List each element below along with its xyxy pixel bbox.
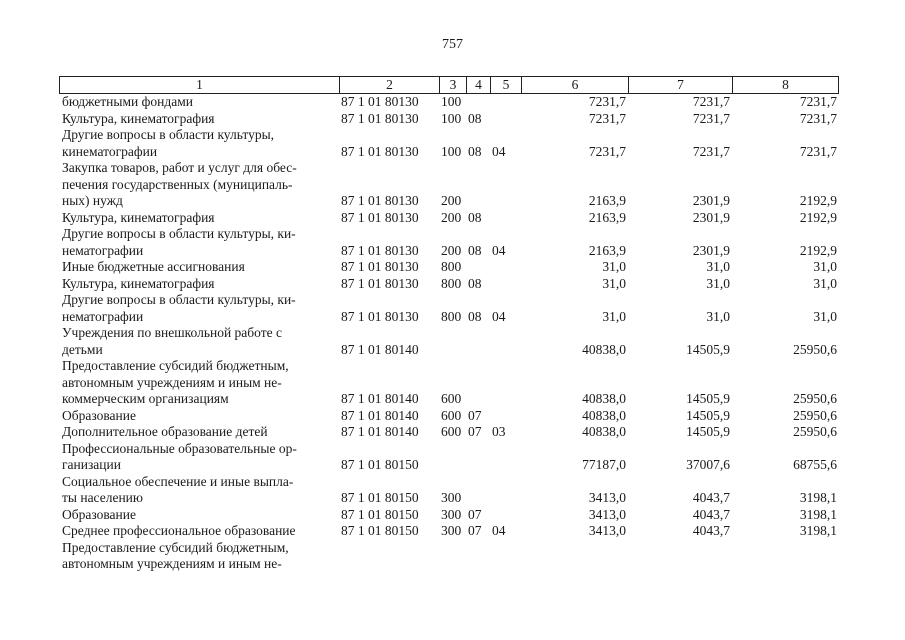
row-col-4: 08 (468, 143, 482, 159)
row-value-6: 2163,9 (588, 242, 626, 258)
row-name (59, 523, 339, 540)
row-col-5 (490, 111, 521, 128)
row-value-7: 4043,7 (692, 523, 730, 538)
row-col-4 (466, 540, 490, 573)
row-value-7: 7231,7 (692, 110, 730, 126)
row-value-7: 37007,6 (686, 457, 730, 472)
row-name-line: Предоставление субсидий бюджетным, (62, 358, 289, 373)
row-value-8: 2192,9 (799, 209, 837, 225)
row-name-line: Культура, кинематография (62, 275, 215, 291)
row-name (59, 441, 339, 474)
header-col-1: 1 (59, 76, 339, 94)
header-col-5: 5 (490, 76, 521, 94)
row-name-line: Образование (62, 506, 136, 522)
row-col-5 (490, 259, 521, 276)
row-name-line: ных) нужд (62, 193, 123, 208)
row-value-8: 31,0 (813, 275, 837, 291)
row-col-5 (490, 325, 521, 358)
row-value-6: 77187,0 (582, 457, 626, 472)
row-name-line: Профессиональные образовательные ор- (62, 440, 297, 456)
row-code: 87 1 01 80150 (341, 490, 419, 505)
row-value-7: 31,0 (706, 259, 730, 274)
row-value-7: 31,0 (706, 275, 730, 291)
row-name-line: Другие вопросы в области культуры, (62, 127, 275, 142)
row-name (59, 259, 339, 276)
row-value-7: 14505,9 (686, 407, 730, 423)
row-code (339, 540, 439, 573)
row-name (59, 507, 339, 524)
row-value-6: 3413,0 (588, 523, 626, 538)
row-code: 87 1 01 80140 (341, 407, 419, 423)
row-col-4 (466, 94, 490, 111)
row-name-line: Учреждения по внешкольной работе с (62, 325, 283, 340)
row-value-8: 3198,1 (799, 490, 837, 505)
row-name-line: бюджетными фондами (62, 94, 193, 109)
row-col-3: 800 (441, 259, 462, 274)
row-col-5 (490, 474, 521, 507)
row-value-6: 7231,7 (588, 110, 626, 126)
row-value-6: 7231,7 (588, 94, 626, 109)
row-name-line: автономным учреждениям и иным не- (62, 556, 282, 571)
row-value-6: 40838,0 (582, 391, 626, 406)
row-col-3: 300 (441, 506, 462, 522)
page-number: 757 (442, 37, 463, 52)
row-col-5: 04 (492, 308, 506, 324)
row-col-5: 04 (492, 242, 506, 258)
row-col-4: 07 (468, 523, 482, 538)
header-col-7: 7 (628, 76, 732, 94)
row-code: 87 1 01 80140 (341, 424, 419, 439)
row-code: 87 1 01 80130 (341, 193, 419, 208)
row-code: 87 1 01 80130 (341, 308, 419, 324)
row-value-7 (628, 540, 732, 573)
row-col-4 (466, 441, 490, 474)
row-name-line: ганизации (62, 457, 121, 472)
row-name-line: автономным учреждениям и иным не- (62, 374, 282, 390)
row-col-3: 300 (441, 490, 462, 505)
row-name-line: нематографии (62, 242, 144, 258)
row-col-3: 100 (441, 110, 462, 126)
row-col-4: 07 (468, 424, 482, 439)
row-value-8 (732, 540, 839, 573)
row-value-6: 7231,7 (588, 143, 626, 159)
row-value-6: 40838,0 (582, 424, 626, 439)
row-value-8: 7231,7 (799, 143, 837, 159)
row-value-8: 25950,6 (793, 341, 837, 357)
row-col-5: 04 (492, 143, 506, 159)
row-col-5 (490, 160, 521, 210)
row-name (59, 111, 339, 128)
row-name-line: нематографии (62, 308, 144, 324)
row-name-line: кинематографии (62, 143, 158, 159)
row-code: 87 1 01 80150 (341, 523, 419, 538)
row-value-8: 2192,9 (799, 242, 837, 258)
row-value-6: 31,0 (602, 259, 626, 274)
row-col-4 (466, 160, 490, 210)
row-code: 87 1 01 80130 (341, 275, 419, 291)
row-col-3: 200 (441, 242, 462, 258)
row-value-6: 3413,0 (588, 490, 626, 505)
row-name (59, 408, 339, 425)
row-name-line: Дополнительное образование детей (62, 424, 268, 439)
row-value-8: 3198,1 (799, 523, 837, 538)
row-code: 87 1 01 80130 (341, 94, 419, 109)
row-name (59, 474, 339, 507)
row-value-7: 2301,9 (692, 193, 730, 208)
row-col-5 (490, 94, 521, 111)
row-col-5 (490, 210, 521, 227)
row-col-5: 03 (492, 424, 506, 439)
row-name (59, 276, 339, 293)
row-value-7: 2301,9 (692, 209, 730, 225)
row-col-3: 300 (441, 523, 462, 538)
row-col-4: 08 (468, 209, 482, 225)
row-code: 87 1 01 80130 (341, 143, 419, 159)
row-name (59, 358, 339, 408)
row-name-line: детьми (62, 341, 103, 357)
row-name (59, 540, 339, 573)
row-value-6: 31,0 (602, 308, 626, 324)
row-col-4: 07 (468, 506, 482, 522)
row-col-5 (490, 408, 521, 425)
row-value-8: 25950,6 (793, 424, 837, 439)
row-value-7: 7231,7 (692, 94, 730, 109)
row-value-8: 31,0 (813, 308, 837, 324)
row-code: 87 1 01 80130 (341, 259, 419, 274)
row-name (59, 94, 339, 111)
header-col-3: 3 (439, 76, 466, 94)
row-name-line: Среднее профессиональное образование (62, 523, 296, 538)
row-name-line: Другие вопросы в области культуры, ки- (62, 292, 296, 307)
row-value-7: 14505,9 (686, 424, 730, 439)
row-value-8: 68755,6 (793, 457, 837, 472)
row-value-6: 40838,0 (582, 341, 626, 357)
row-value-8: 25950,6 (793, 407, 837, 423)
row-code: 87 1 01 80140 (341, 391, 419, 406)
row-name-line: Закупка товаров, работ и услуг для обес- (62, 160, 297, 175)
row-name-line: Иные бюджетные ассигнования (62, 259, 245, 274)
row-name (59, 424, 339, 441)
row-name-line: Социальное обеспечение и иные выпла- (62, 473, 294, 489)
row-name-line: ты населению (62, 490, 143, 505)
row-col-4: 08 (468, 308, 482, 324)
row-col-4: 08 (468, 110, 482, 126)
row-name (59, 292, 339, 325)
row-name-line: печения государственных (муниципаль- (62, 176, 293, 192)
row-col-3 (439, 325, 466, 358)
row-value-6: 3413,0 (588, 506, 626, 522)
row-name-line: Предоставление субсидий бюджетным, (62, 539, 289, 555)
row-code: 87 1 01 80150 (341, 506, 419, 522)
row-code: 87 1 01 80140 (341, 341, 419, 357)
row-col-3: 200 (441, 209, 462, 225)
row-code: 87 1 01 80130 (341, 242, 419, 258)
row-code: 87 1 01 80130 (341, 110, 419, 126)
row-col-5 (490, 507, 521, 524)
budget-table (59, 76, 839, 573)
row-value-6: 2163,9 (588, 209, 626, 225)
row-col-5 (490, 358, 521, 408)
row-value-7: 31,0 (706, 308, 730, 324)
row-col-3: 800 (441, 308, 462, 324)
row-col-4: 07 (468, 407, 482, 423)
header-col-4: 4 (466, 76, 490, 94)
row-name (59, 160, 339, 210)
row-col-4 (466, 358, 490, 408)
row-col-3: 100 (441, 143, 462, 159)
row-col-3 (439, 540, 466, 573)
row-name (59, 127, 339, 160)
row-col-3: 100 (441, 94, 462, 109)
row-value-8: 7231,7 (799, 94, 837, 109)
row-value-7: 14505,9 (686, 391, 730, 406)
row-value-7: 2301,9 (692, 242, 730, 258)
row-value-6: 31,0 (602, 275, 626, 291)
row-value-6: 40838,0 (582, 407, 626, 423)
row-name-line: Культура, кинематография (62, 110, 215, 126)
row-name-line: Другие вопросы в области культуры, ки- (62, 226, 296, 241)
row-value-7: 4043,7 (692, 490, 730, 505)
row-col-3: 600 (441, 424, 462, 439)
row-value-8: 3198,1 (799, 506, 837, 522)
row-col-3: 800 (441, 275, 462, 291)
row-value-8: 25950,6 (793, 391, 837, 406)
header-col-8: 8 (732, 76, 839, 94)
row-name (59, 210, 339, 227)
row-col-5 (490, 540, 521, 573)
row-col-5 (490, 441, 521, 474)
row-value-8: 31,0 (813, 259, 837, 274)
header-col-2: 2 (339, 76, 439, 94)
row-value-6: 2163,9 (588, 193, 626, 208)
row-col-3: 600 (441, 391, 462, 406)
row-col-3: 600 (441, 407, 462, 423)
row-value-6 (521, 540, 628, 573)
row-value-7: 4043,7 (692, 506, 730, 522)
row-code: 87 1 01 80130 (341, 209, 419, 225)
row-col-4: 08 (468, 242, 482, 258)
row-value-7: 7231,7 (692, 143, 730, 159)
row-value-8: 2192,9 (799, 193, 837, 208)
header-col-6: 6 (521, 76, 628, 94)
row-name (59, 226, 339, 259)
row-name (59, 325, 339, 358)
row-col-4 (466, 474, 490, 507)
row-col-5 (490, 276, 521, 293)
row-code: 87 1 01 80150 (341, 457, 419, 472)
row-col-3: 200 (441, 193, 462, 208)
row-col-4 (466, 325, 490, 358)
row-name-line: Образование (62, 407, 136, 423)
row-value-8: 7231,7 (799, 110, 837, 126)
row-col-4: 08 (468, 275, 482, 291)
row-name-line: Культура, кинематография (62, 209, 215, 225)
row-col-3 (439, 441, 466, 474)
row-col-4 (466, 259, 490, 276)
row-value-7: 14505,9 (686, 341, 730, 357)
row-name-line: коммерческим организациям (62, 391, 229, 406)
row-col-5: 04 (492, 523, 506, 538)
